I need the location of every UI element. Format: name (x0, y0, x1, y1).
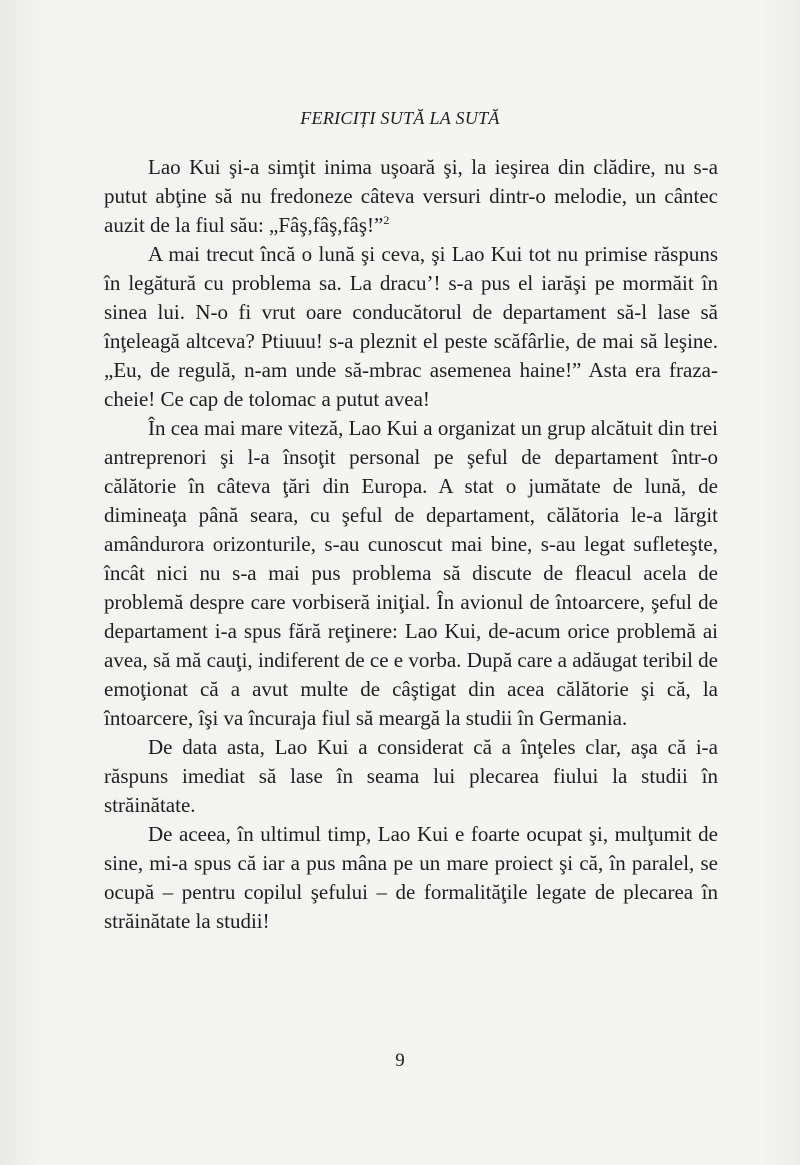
paragraph-1-text: Lao Kui şi-a simţit inima uşoară şi, la ieşirea din clădire, nu s-a putut abţine să nu fredoneze câteva versuri dintr-o melodie, un cântec auzit de la fiul său: „Fâş,fâş,fâş!” (104, 155, 718, 237)
paragraph-5: De aceea, în ultimul timp, Lao Kui e foarte ocupat şi, mulţumit de sine, mi-a spus că iar a pus mâna pe un mare proiect şi că, în paralel, se ocupă – pentru copilul şefului – de formalităţile legate de plecarea în străinătate la studii! (104, 822, 718, 933)
paragraph-2: A mai trecut încă o lună şi ceva, şi Lao Kui tot nu primise răspuns în legătură cu problema sa. La dracu’! s-a pus el iarăşi pe mormăit în sinea lui. N-o fi vrut oare conducătorul de departament să-l lase să înţeleagă altceva? Ptiuuu! s-a pleznit el peste scăfârlie, de mai să leşine. „Eu, de regulă, n-am unde să-mbrac asemenea haine!” Asta era fraza-cheie! Ce cap de tolomac a putut avea! (104, 242, 718, 411)
body-text (104, 153, 718, 936)
running-head: FERICIȚI SUTĂ LA SUTĂ (300, 108, 500, 128)
paragraph-3: În cea mai mare viteză, Lao Kui a organizat un grup alcătuit din trei antreprenori şi l-a însoţit personal pe şeful de departament într-o călătorie în câteva ţări din Europa. A stat o jumătate de lună, de dimineaţa până seara, cu şeful de departament, călătoria le-a lărgit amândurora orizonturile, s-au cunoscut mai bine, s-au legat sufleteşte, încât nici nu s-a mai pus problema să discute de fleacul acela de problemă despre care vorbiseră iniţial. În avionul de întoarcere, şeful de departament i-a spus fără reţinere: Lao Kui, de-acum orice problemă ai avea, să mă cauţi, indiferent de ce e vorba. După care a adăugat teribil de emoţionat că a avut multe de câştigat din acea călătorie şi că, la întoarcere, îşi va încuraja fiul să meargă la studii în Germania. (104, 416, 718, 730)
paragraph-4: De data asta, Lao Kui a considerat că a înţeles clar, aşa că i-a răspuns imediat să lase în seama lui plecarea fiului la studii în străinătate. (104, 735, 718, 817)
footnote-reference: 2 (383, 213, 390, 227)
page-number: 9 (395, 1050, 405, 1071)
paragraph-1 (104, 153, 718, 240)
